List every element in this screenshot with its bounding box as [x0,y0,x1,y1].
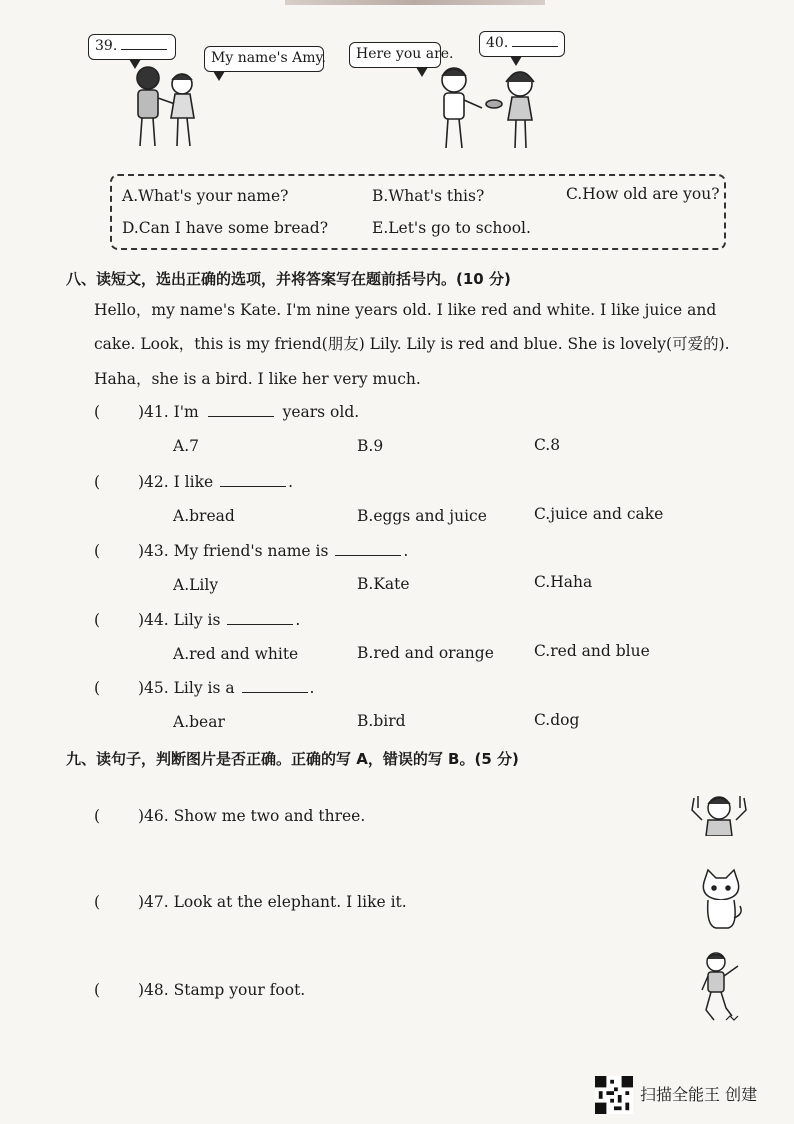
q42-choice-c: C.juice and cake [534,505,664,523]
option-d: D.Can I have some bread? [122,219,329,237]
answer-paren-48[interactable]: ( [94,981,101,999]
answer-paren-41[interactable]: ( [94,403,101,421]
boy-showing-hands-picture [688,792,750,836]
question-42-tail: . [288,473,294,491]
option-a: A.What's your name? [122,187,289,205]
blank-42[interactable] [220,486,286,487]
question-48: )48. Stamp your foot. [138,981,306,999]
question-46: )46. Show me two and three. [138,807,366,825]
q44-choice-b: B.red and orange [357,644,494,662]
question-43-tail: . [403,542,409,560]
section-8-title: 八、读短文，选出正确的选项，并将答案写在题前括号内。(10 分) [66,270,511,288]
bubble-q40-label: 40. [486,35,509,51]
cat-picture [696,868,746,932]
blank-44[interactable] [227,624,293,625]
question-41-stem: )41. I'm [138,403,199,421]
question-42-stem: )42. I like [138,473,214,491]
section-9-title: 九、读句子，判断图片是否正确。正确的写 A，错误的写 B。(5 分) [66,750,519,768]
q41-choice-c: C.8 [534,436,561,454]
question-43-stem: )43. My friend's name is [138,542,329,560]
scanner-watermark: 扫描全能王 创建 [640,1085,758,1104]
question-45-stem: )45. Lily is a [138,679,235,697]
question-42 [138,473,293,491]
answer-paren-46[interactable]: ( [94,807,101,825]
blank-43[interactable] [335,555,401,556]
option-b: B.What's this? [372,187,485,205]
q43-choice-b: B.Kate [357,575,410,593]
question-45-tail: . [309,679,315,697]
question-47: )47. Look at the elephant. I like it. [138,893,407,911]
bubble-q39 [88,34,176,60]
q42-choice-a: A.bread [173,507,235,525]
boy-stamping-foot-picture [696,950,744,1026]
q41-choice-a: A.7 [173,437,199,455]
qr-code-icon [595,1076,633,1114]
option-c: C.How old are you? [566,185,720,203]
bubble-amy-text: My name's Amy. [211,50,326,66]
scan-edge [285,0,545,5]
q41-choice-b: B.9 [357,437,384,455]
bubble-amy [204,46,324,72]
answer-paren-44[interactable]: ( [94,611,101,629]
question-44-stem: )44. Lily is [138,611,221,629]
bubble-here-text: Here you are. [356,46,454,62]
q45-choice-b: B.bird [357,712,406,730]
blank-41[interactable] [208,416,274,417]
question-43 [138,542,408,560]
q45-choice-a: A.bear [173,713,225,731]
reading-line-3: Haha，she is a bird. I like her very much. [94,370,421,388]
q42-choice-b: B.eggs and juice [357,507,487,525]
reading-line-2: cake. Look，this is my friend(朋友) Lily. Lily is red and blue. She is lovely(可爱的). [94,335,730,353]
q44-choice-c: C.red and blue [534,642,650,660]
question-41-tail: years old. [282,403,360,421]
q43-choice-c: C.Haha [534,573,593,591]
q43-choice-a: A.Lily [173,576,219,594]
reading-line-1: Hello，my name's Kate. I'm nine years old. I like red and white. I like juice and [94,301,717,319]
q45-choice-c: C.dog [534,711,580,729]
answer-paren-45[interactable]: ( [94,679,101,697]
option-e: E.Let's go to school. [372,219,531,237]
q44-choice-a: A.red and white [173,645,299,663]
blank-45[interactable] [242,692,308,693]
question-41 [138,403,359,421]
question-44-tail: . [295,611,301,629]
bubble-q40 [479,31,565,57]
answer-paren-43[interactable]: ( [94,542,101,560]
question-45 [138,679,314,697]
boy-girl-bread-illustration [426,62,556,158]
answer-paren-42[interactable]: ( [94,473,101,491]
bubble-q39-label: 39. [95,38,118,54]
boy-girl-greeting-illustration [120,62,220,158]
answer-paren-47[interactable]: ( [94,893,101,911]
question-44 [138,611,300,629]
